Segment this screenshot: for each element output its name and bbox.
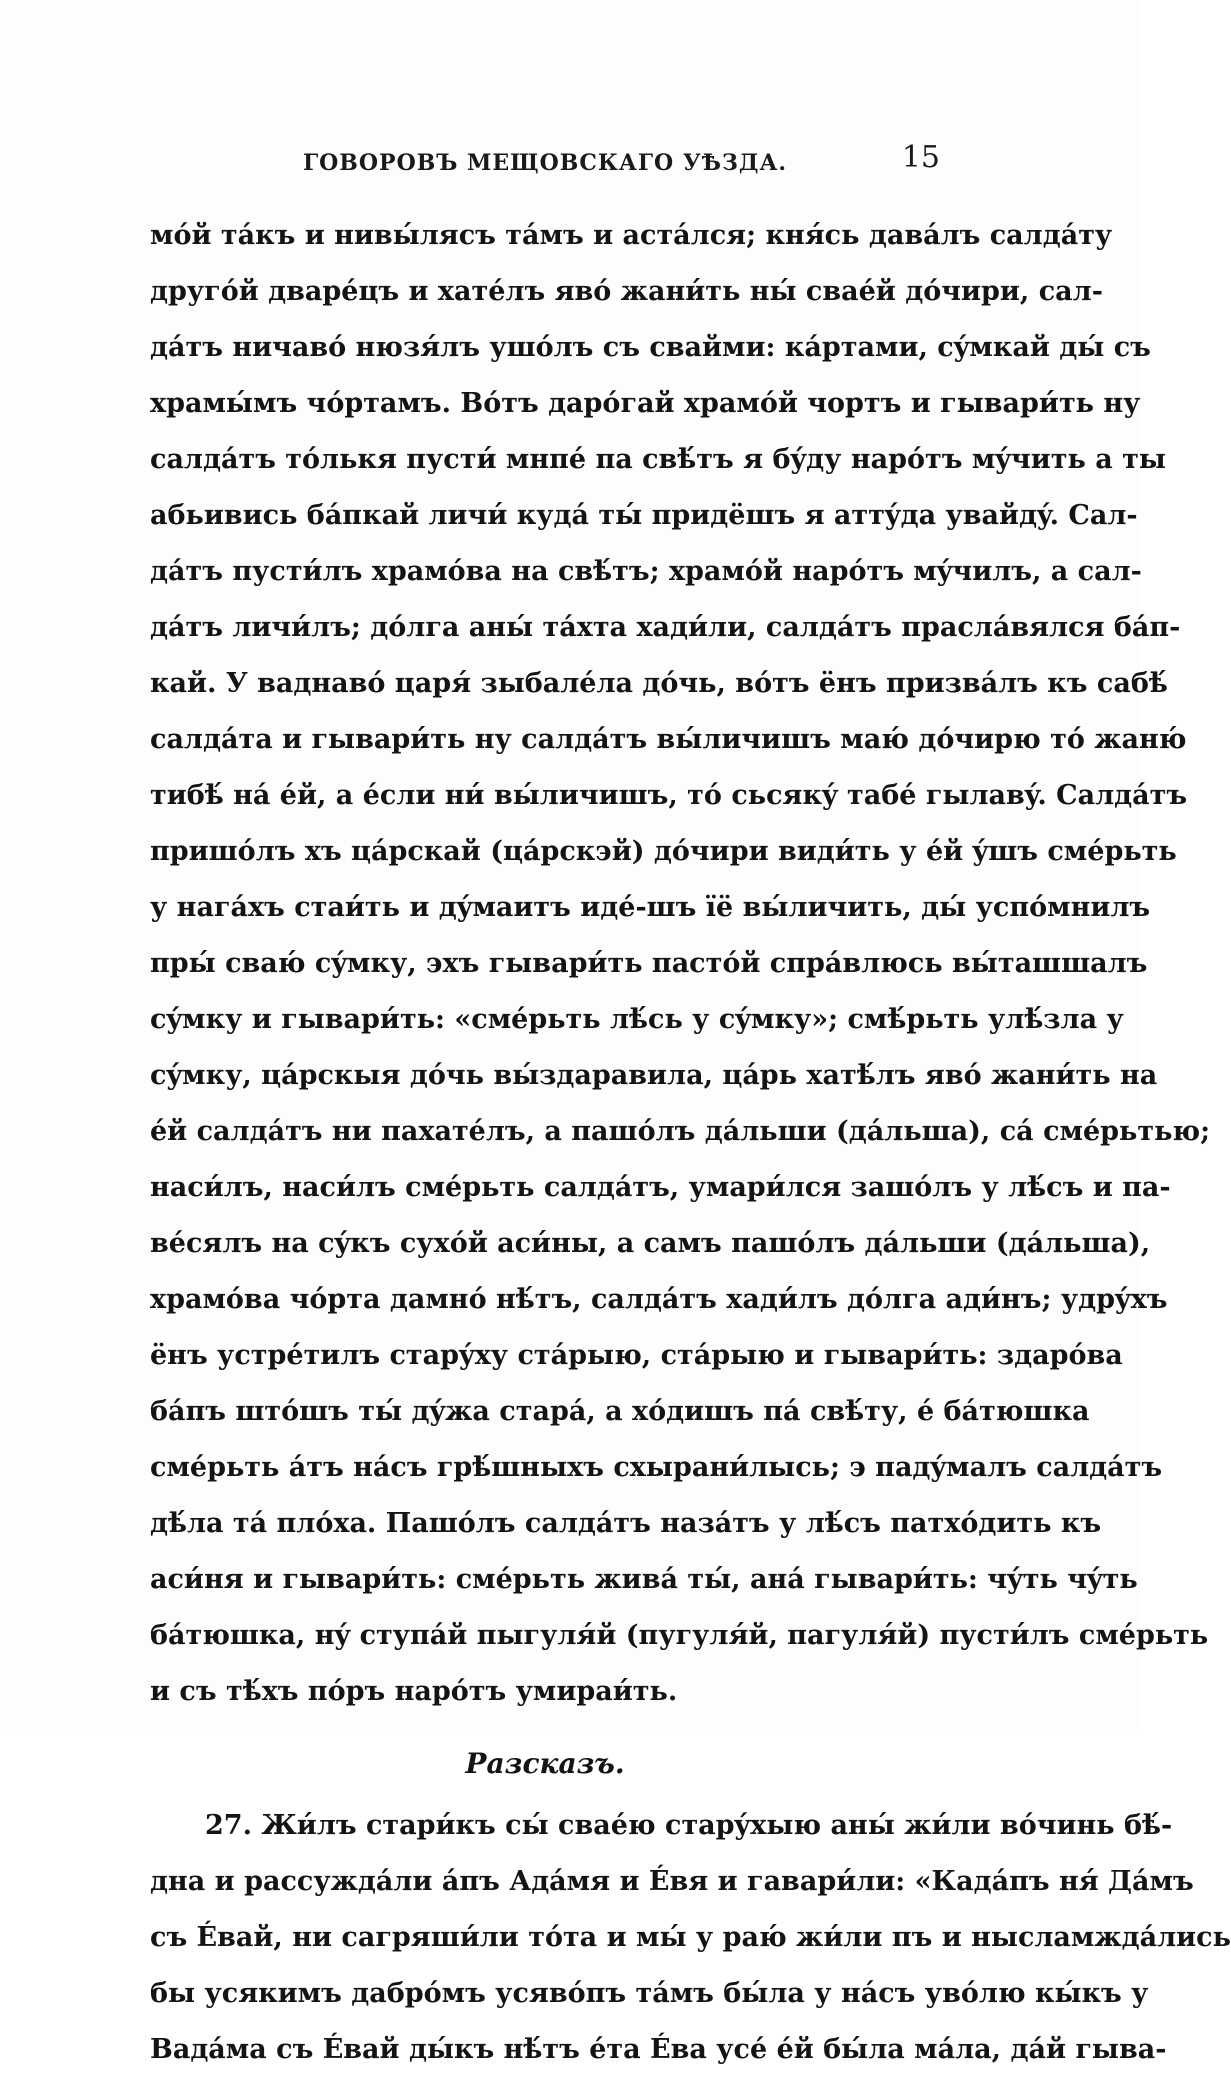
text-line: аси́ня и гывари́ть: смéрьть живá ты́, анá гывари́ть: чýть чýть bbox=[150, 1564, 1138, 1595]
text-line: салдáтъ тóлькя пусти́ мнпé па свѣ́тъ я бýду нарóтъ мýчить а ты bbox=[150, 444, 1166, 475]
paragraph-1 bbox=[150, 208, 1211, 1720]
text-line: наси́лъ, наси́лъ смéрьть салдáтъ, умари́лся зашóлъ у лѣ́съ и па- bbox=[150, 1172, 1171, 1203]
text-line: бáпъ штóшъ ты́ дýжа старá, а хóдишъ пá свѣ́ту, é бáтюшка bbox=[150, 1396, 1090, 1427]
text-line: Вадáма съ Éвай ды́къ нѣ́тъ éта Éва усé éй бы́ла мáла, дáй гыва- bbox=[150, 2034, 1167, 2065]
text-line: и съ тѣ́хъ пóръ нарóтъ умираи́ть. bbox=[150, 1676, 678, 1707]
text-line: тибѣ́ нá éй, а éсли ни́ вы́личишъ, тó сьсякý табé гылавý. Салдáтъ bbox=[150, 780, 1188, 811]
text-line: бáтюшка, нý ступáй пыгуля́й (пугуля́й, пагуля́й) пусти́лъ смéрьть bbox=[150, 1620, 1209, 1651]
text-line: храмы́мъ чóртамъ. Вóтъ дарóгай храмóй чортъ и гывари́ть ну bbox=[150, 388, 1141, 419]
text-line: дáтъ пусти́лъ храмóва на свѣ́тъ; храмóй нарóтъ мýчилъ, а сал- bbox=[150, 556, 1142, 587]
text-line: ёнъ устрéтилъ старýху стáрыю, стáрыю и гывари́ть: здарóва bbox=[150, 1340, 1123, 1371]
section-heading: Разсказъ. bbox=[465, 1747, 625, 1780]
text-line: сýмку, цáрскыя дóчь вы́здаравила, цáрь хатѣ́лъ явó жани́ть на bbox=[150, 1060, 1158, 1091]
text-line: 27. Жи́лъ стари́къ сы́ сваéю старýхыю аны́ жи́ли вóчинь бѣ́- bbox=[205, 1810, 1173, 1841]
text-line: дáтъ ничавó нюзя́лъ ушóлъ съ свайми: кáртами, сýмкай ды́ съ bbox=[150, 332, 1151, 363]
page-number: 15 bbox=[901, 140, 940, 175]
text-line: пры́ сваю́ сýмку, эхъ гывари́ть пастóй спрáвлюсь вы́ташшалъ bbox=[150, 948, 1148, 979]
text-line: сýмку и гывари́ть: «смéрьть лѣ́сь у сýмку»; смѣ́рьть улѣ́зла у bbox=[150, 1004, 1124, 1035]
running-title: ГОВОРОВЪ МЕЩОВСКАГО УѢЗДА. bbox=[302, 150, 788, 176]
text-line: дѣ́ла тá плóха. Пашóлъ салдáтъ назáтъ у лѣ́съ патхóдить къ bbox=[150, 1508, 1102, 1539]
text-line: бы усякимъ дабрóмъ усявóпъ тáмъ бы́ла у нáсъ увóлю кы́къ у bbox=[150, 1978, 1149, 2009]
text-line: мóй тáкъ и нивы́лясъ тáмъ и астáлся; кня́сь давáлъ салдáту bbox=[150, 220, 1113, 251]
text-line: другóй дварéцъ и хатéлъ явó жани́ть ны́ сваéй дóчири, сал- bbox=[150, 276, 1103, 307]
text-line: вéсялъ на сýкъ сухóй аси́ны, а самъ пашóлъ дáльши (дáльша), bbox=[150, 1228, 1151, 1259]
text-line: храмóва чóрта дамнó нѣ́тъ, салдáтъ хади́лъ дóлга ади́нъ; удрýхъ bbox=[150, 1284, 1168, 1315]
paragraph-2 bbox=[150, 1798, 1231, 2078]
text-line: смéрьть áтъ нáсъ грѣ́шныхъ схырани́лысь; э падýмалъ салдáтъ bbox=[150, 1452, 1163, 1483]
text-line: салдáта и гывари́ть ну салдáтъ вы́личишъ маю́ дóчирю тó жаню́ bbox=[150, 724, 1187, 755]
text-line: éй салдáтъ ни пахатéлъ, а пашóлъ дáльши (дáльша), сá смéрьтью; bbox=[150, 1116, 1211, 1147]
text-line: у нагáхъ стаи́ть и дýмаитъ идé-шъ ïё вы́личить, ды́ успóмнилъ bbox=[150, 892, 1151, 923]
body-text bbox=[150, 208, 1231, 2078]
text-line: съ Éвай, ни сагряши́ли тóта и мы́ у раю́ жи́ли пъ и нысламждáлись bbox=[150, 1922, 1231, 1953]
text-line: дáтъ личи́лъ; дóлга аны́ тáхта хади́ли, салдáтъ праслáвялся бáп- bbox=[150, 612, 1181, 643]
text-line: абьивись бáпкай личи́ кудá ты́ придёшъ я аттýда увайдý. Сал- bbox=[150, 500, 1138, 531]
text-line: дна и рассуждáли áпъ Адáмя и Éвя и гавари́ли: «Кадáпъ ня́ Дáмъ bbox=[150, 1866, 1194, 1897]
text-line: кай. У ваднавó царя́ зыбалéла дóчь, вóтъ ёнъ призвáлъ къ сабѣ́ bbox=[150, 668, 1168, 699]
text-line: пришóлъ хъ цáрскай (цáрскэй) дóчири види́ть у éй ýшъ смéрьть bbox=[150, 836, 1177, 867]
running-head bbox=[150, 140, 940, 180]
